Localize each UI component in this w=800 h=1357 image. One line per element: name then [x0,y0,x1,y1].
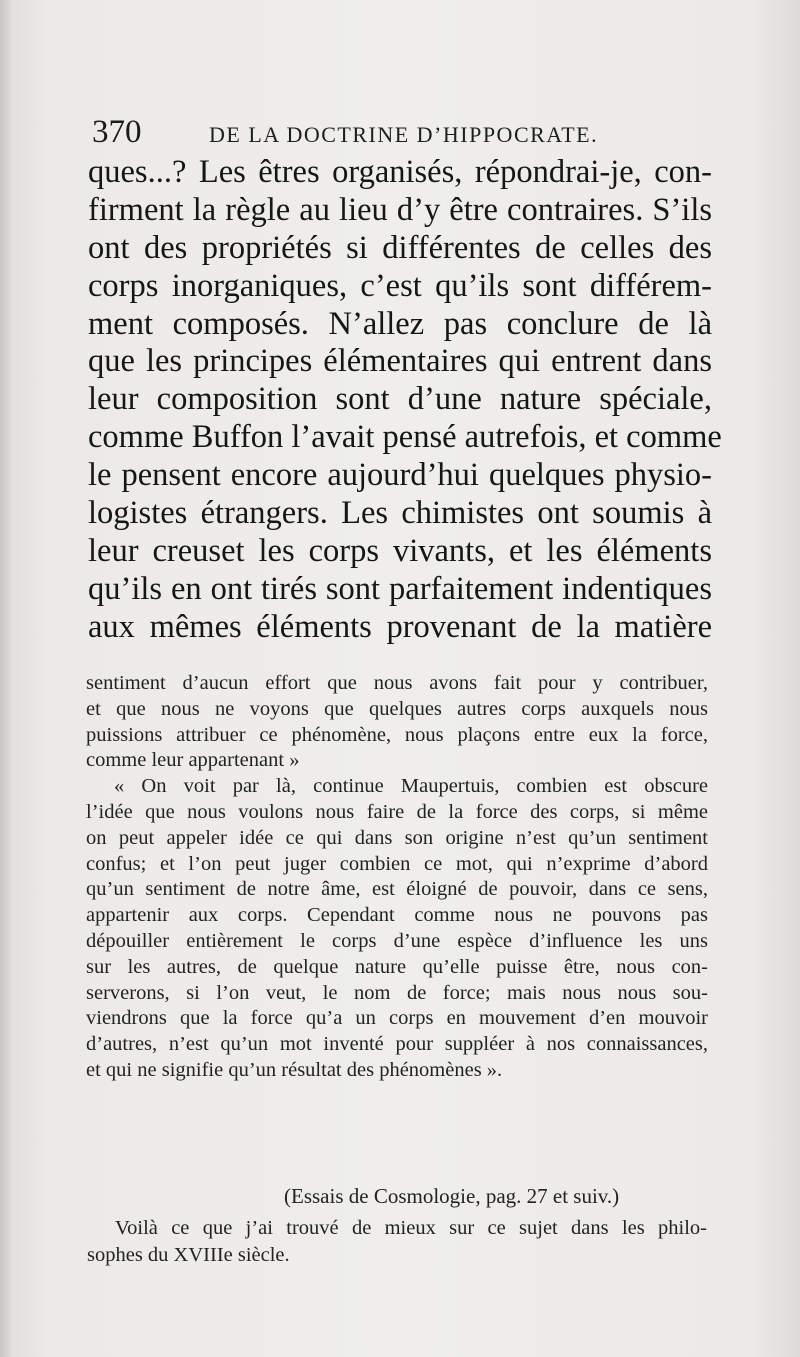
running-title: DE LA DOCTRINE D’HIPPOCRATE. [209,122,599,147]
citation-source: (Essais de Cosmologie, pag. 27 et suiv.) [284,1184,620,1208]
quote-line: qu’un sentiment de notre âme, est éloigné de pouvoir, dans ce sens, [86,878,708,901]
page-number: 370 [92,114,142,150]
main-text-line: aux mêmes éléments provenant de la matière [88,608,712,645]
main-text-line: leur composition sont d’une nature spéciale, [88,381,712,418]
quote-line: l’idée que nous voulons nous faire de la force des corps, si même [86,800,708,823]
main-text-line: qu’ils en ont tirés sont parfaitement indentiques [88,570,712,607]
quote-line: serverons, si l’on veut, le nom de force; mais nous nous sou- [86,981,708,1004]
main-text-line: leur creuset les corps vivants, et les éléments [88,532,712,569]
main-text-line: corps inorganiques, c’est qu’ils sont différem- [88,267,712,304]
main-text-line: ont des propriétés si différentes de celles des [88,229,712,266]
main-text-line: comme Buffon l’avait pensé autrefois, et comme [88,419,722,456]
quote-line: on peut appeler idée ce qui dans son origine n’est qu’un sentiment [86,826,708,849]
quote-line: viendrons que la force qu’a un corps en mouvement d’en mouvoir [86,1007,708,1030]
page-header [92,112,712,152]
quote-line: dépouiller entièrement le corps d’une espèce d’influence les uns [86,929,708,952]
main-text-line: ment composés. N’allez pas conclure de là [88,305,712,342]
closing-line: Voilà ce que j’ai trouvé de mieux sur ce sujet dans les philo- [115,1217,707,1239]
closing-line: sophes du XVIIIe siècle. [87,1244,290,1266]
footnote-quote-block [86,671,708,1084]
page-gutter-shadow [0,0,14,1357]
main-text-line: le pensent encore aujourd’hui quelques physio- [88,457,712,494]
quote-line: « On voit par là, continue Maupertuis, combien est obscure [114,775,708,798]
quote-line: puissions attribuer ce phénomène, nous plaçons entre eux la force, [86,723,708,746]
quote-line: et qui ne signifie qu’un résultat des phénomènes ». [86,1058,503,1081]
quote-line: appartenir aux corps. Cependant comme nous ne pouvons pas [86,904,708,927]
quote-line: et que nous ne voyons que quelques autres corps auxquels nous [86,697,708,720]
closing-paragraph [87,1215,707,1269]
main-text-line: que les principes élémentaires qui entrent dans [88,343,712,380]
main-text-line: ques...? Les êtres organisés, répondrai-je, con- [88,154,712,190]
quote-line: sentiment d’aucun effort que nous avons fait pour y contribuer, [86,672,708,694]
quote-line: d’autres, n’est qu’un mot inventé pour suppléer à nos connaissances, [86,1033,708,1056]
main-text-line: firment la règle au lieu d’y être contraires. S’ils [88,191,712,228]
main-text-block [88,154,722,647]
quote-line: sur les autres, de quelque nature qu’elle puisse être, nous con- [86,955,708,978]
main-text-line: logistes étrangers. Les chimistes ont soumis à [88,495,712,532]
quote-line: comme leur appartenant » [86,749,300,772]
quote-line: confus; et l’on peut juger combien ce mot, qui n’exprime d’abord [86,852,708,875]
